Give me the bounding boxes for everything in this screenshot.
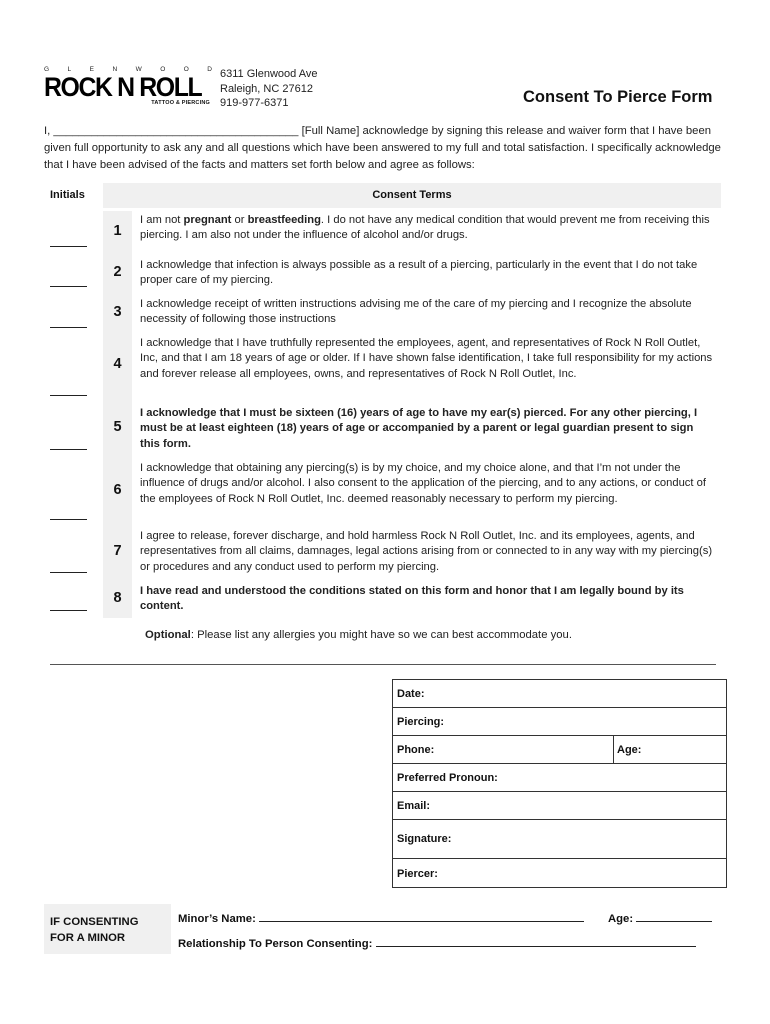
address-street: 6311 Glenwood Ave (220, 68, 318, 80)
initials-line[interactable] (50, 246, 87, 247)
phone-age-row (393, 736, 726, 764)
logo (44, 66, 212, 106)
term-number: 6 (113, 482, 122, 498)
term-number: 8 (113, 590, 122, 606)
term-number: 4 (113, 356, 122, 372)
intro-paragraph: I, _______________________________________ [Full Name] acknowledge by signing this release and waiver form that I have been given full opportunity to ask any and all questions which have been answered to my full and total satisfaction. I specifically acknowledge that I have been advised of the facts and matters set forth below and agree as follows: (44, 125, 721, 171)
initials-line[interactable] (50, 327, 87, 328)
email-field[interactable]: Email: (393, 792, 726, 820)
logo-tagline: TATTOO & PIERCING (151, 100, 210, 106)
logo-wordmark: ROCK N ROLL (44, 72, 202, 102)
full-name-blank[interactable]: _______________________________________ (53, 125, 299, 137)
term-text: I acknowledge that I have truthfully represented the employees, agent, and representatives of Rock N Roll Outlet, Inc, and that I am 18 years of age or older. If I have shown false identification, I take full responsibility for my actions and forever release all employees, owns, and representatives of Rock N Roll Outlet, Inc. (140, 337, 713, 380)
term-number: 7 (113, 543, 122, 559)
piercing-field[interactable]: Piercing: (393, 708, 726, 736)
optional-allergies-prompt: Optional: Please list any allergies you might have so we can best accommodate you. (145, 629, 572, 641)
initials-line[interactable] (50, 610, 87, 611)
initials-header: Initials (50, 189, 85, 201)
logo-top-letters: G L E N W O O D (44, 66, 212, 73)
age-field[interactable]: Age: (617, 744, 642, 756)
initials-line[interactable] (50, 395, 87, 396)
minor-section-label: IF CONSENTING FOR A MINOR (50, 916, 139, 944)
date-field[interactable]: Date: (393, 680, 726, 708)
initials-line[interactable] (50, 449, 87, 450)
term-text: I acknowledge receipt of written instructions advising me of the care of my piercing and I recognize the absolute necessity of following those instructions (140, 298, 692, 326)
piercer-field[interactable]: Piercer: (393, 859, 726, 888)
term-text: I acknowledge that obtaining any piercing(s) is by my choice, and my choice alone, and that I’m not under the influence of drugs and/or alcohol. I also consent to the application of the piercing, and to any actions, or conduct of the employees of Rock N Roll Outlet, Inc. deemed reasonably necessary to perform my piercing. (140, 462, 706, 505)
phone-field[interactable]: Phone: (397, 744, 435, 756)
initials-line[interactable] (50, 286, 87, 287)
term-number: 3 (113, 304, 122, 320)
form-title: Consent To Pierce Form (523, 88, 713, 106)
terms-header: Consent Terms (372, 189, 452, 201)
minor-name-field[interactable]: Minor’s Name: (178, 911, 584, 925)
pronoun-field[interactable]: Preferred Pronoun: (393, 764, 726, 792)
term-number: 2 (113, 264, 122, 280)
initials-line[interactable] (50, 519, 87, 520)
term-number: 1 (113, 223, 122, 239)
address-city: Raleigh, NC 27612 (220, 82, 313, 95)
term-number: 5 (113, 419, 122, 435)
term-text: I acknowledge that infection is always possible as a result of a piercing, particularly in the event that I do not take proper care of my piercing. (140, 259, 698, 287)
term-text: I have read and understood the conditions stated on this form and honor that I am legally bound by its content. (140, 585, 684, 613)
address-phone: 919-977-6371 (220, 97, 289, 109)
initials-line[interactable] (50, 572, 87, 573)
shop-address (220, 67, 317, 111)
allergies-input-line[interactable] (50, 664, 716, 665)
term-text: I am not pregnant or breastfeeding. I do not have any medical condition that would prevent me from receiving this piercing. I am also not under the influence of alcohol and/or drugs. (140, 214, 710, 242)
info-box (392, 679, 727, 888)
term-text: I acknowledge that I must be sixteen (16) years of age to have my ear(s) pierced. For any other piercing, I must be at least eighteen (18) years of age or accompanied by a parent or legal guardian present to sign this form. (140, 407, 698, 450)
term-text: I agree to release, forever discharge, and hold harmless Rock N Roll Outlet, Inc. and its employees, agents, and representatives from all claims, damnages, legal actions arising from or connected to in any way with my piercing(s) or procedures and any conduct used to perform my piercing. (140, 530, 713, 573)
minor-age-field[interactable]: Age: (608, 911, 712, 925)
relationship-field[interactable]: Relationship To Person Consenting: (178, 936, 696, 950)
signature-field[interactable]: Signature: (393, 820, 726, 859)
